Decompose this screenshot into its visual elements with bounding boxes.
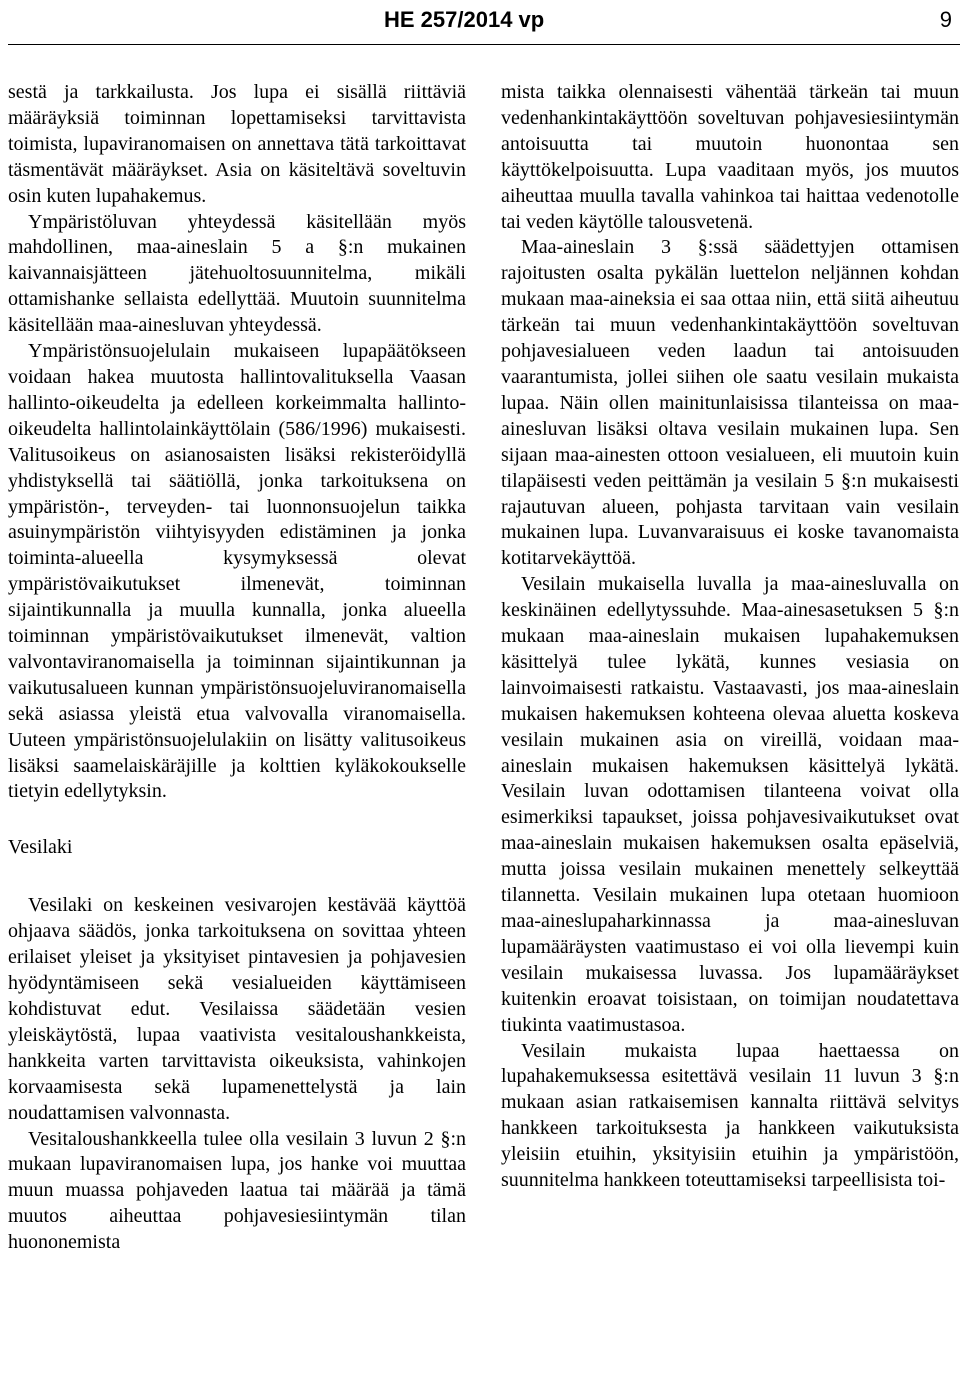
paragraph: Maa-aineslain 3 §:ssä säädettyjen ottamisen rajoitusten osalta pykälän luettelon neljännen kohdan mukaan maa-aineksia ei saa ottaa niin, että siitä aiheutuu tärkeän tai muun vedenhankintakäyttöön soveltuvan pohjavesialueen veden laadun tai antoisuuden vaarantumista, jollei siihen ole saatu vesilain mukaista lupaa. Näin ollen mainitunlaisissa tilanteissa on maa-ainesluvan lisäksi oltava vesilain mukainen lupa. Sen sijaan maa-ainesten ottoon vesialueen, eli muutoin kuin tilapäisesti veden peittämän ja vesilain 5 §:n mukaisesti rajautuvan alueen, pohjasta tarvitaan vain vesilain mukainen lupa. Luvanvaraisuus ei koske tavanomaista kotitarvekäyttöä. — [501, 236, 959, 570]
paragraph: Vesitaloushankkeella tulee olla vesilain 3 luvun 2 §:n mukaan lupaviranomaisen lupa, jos hanke voi muuttaa muun muassa pohjaveden laatua tai määrää ja tämä muutos aiheuttaa pohjavesiesiintymän tilan huononemista — [8, 1127, 466, 1254]
paragraph: Ympäristönsuojelulain mukaiseen lupapäätökseen voidaan hakea muutosta hallintovalituksella Vaasan hallinto-oikeudelta ja edelleen korkeimmalta hallinto-oikeudelta hallintolainkäyttölain (586/1996) mukaisesti. Valitusoikeus on asianosaisten lisäksi rekisteröidyllä yhdistyksellä tai säätiöllä, jonka tarkoituksena on ympäristön-, terveyden- tai luonnonsuojelun taikka asuinympäristön viihtyisyyden edistäminen ja jonka toiminta-alueella kysymyksessä olevat ympäristövaikutukset ilmenevät, toiminnan sijaintikunnalla ja muulla kunnalla, jonka alueella toiminnan ympäristövaikutukset ilmenevät, valtion valvontaviranomaisella ja toiminnan sijaintikunnan ja vaikutusalueen kunnan ympäristönsuojeluviranomaisella sekä asiassa yleistä etua valvovalla viranomaisella. Uuteen ympäristönsuojelulakiin on lisätty valitusoikeus lisäksi saamelaiskäräjille ja kolttien kyläkokoukselle tietyin edellytyksin. — [8, 340, 466, 803]
page-header — [0, 6, 960, 36]
paragraph: sestä ja tarkkailusta. Jos lupa ei sisällä riittäviä määräyksiä toiminnan lopettamiseksi tarvittavista toimista, lupaviranomaisen on annettava tätä tarkoittavat täsmentävät määräykset. Asia on käsiteltävä soveltuvin osin kuten lupahakemus. — [8, 81, 466, 207]
right-column — [501, 80, 959, 1386]
paragraph: Vesilaki on keskeinen vesivarojen kestävää käyttöä ohjaava säädös, jonka tarkoituksena on sovittaa yhteen erilaiset yleiset ja yksityiset pintavesien ja pohjavesien hyödyntämiseen sekä vesialueiden käyttämiseen kohdistuvat edut. Vesilaissa säädetään vesien yleiskäytöstä, lupaa vaativista vesitaloushankkeista, hankkeita varten tarvittavista oikeuksista, vahinkojen korvaamisesta sekä lupamenettelystä ja lain noudattamisen valvonnasta. — [8, 894, 466, 1124]
document-id: HE 257/2014 vp — [384, 7, 545, 32]
page-number: 9 — [939, 7, 952, 32]
section-heading: Vesilaki — [8, 836, 73, 859]
header-rule — [8, 44, 960, 45]
left-column — [8, 80, 466, 1386]
paragraph: Vesilain mukaisella luvalla ja maa-ainesluvalla on keskinäinen edellytyssuhde. Maa-ainesasetuksen 5 §:n mukaan maa-aineslain mukaisen lupahakemuksen käsittelyä tulee lykätä, kunnes vesiasia on lainvoimaisesti ratkaistu. Vastaavasti, jos maa-aineslain mukaisen hakemuksen kohteena olevaa aluetta koskeva vesilain mukainen asia on vireillä, voidaan maa-aineslain mukaisen hakemuksen käsittelyä lykätä. Vesilain luvan odottamisen tilanteena voivat olla esimerkiksi tapaukset, joissa pohjavesivaikutukset ovat maa-aineslain mukaisen hakemuksen osalta epäselviä, mutta joissa vesilain mukainen menettely selkeyttää tilannetta. Vesilain mukainen lupa otetaan huomioon maa-aineslupaharkinnassa ja maa-ainesluvan lupamääräysten vaatimustaso ei voi olla lievempi kuin vesilain mukaisessa luvassa. Jos lupamääräykset kuitenkin eroavat toisistaan, on toimijan noudatettava tiukinta vaatimustasoa. — [501, 573, 959, 1036]
paragraph: Ympäristöluvan yhteydessä käsitellään myös mahdollinen, maa-aineslain 5 a §:n mukainen kaivannaisjätteen jätehuoltosuunnitelma, mikäli ottamishanke sellaista edellyttää. Muutoin suunnitelma käsitellään maa-ainesluvan yhteydessä. — [8, 210, 466, 337]
paragraph: mista taikka olennaisesti vähentää tärkeän tai muun vedenhankintakäyttöön soveltuvan pohjavesiesiintymän antoisuutta tai muutoin huonontaa sen käyttökelpoisuutta. Lupa vaaditaan myös, jos muutos aiheuttaa muulla tavalla vahinkoa tai haittaa vedenotolle tai veden käytölle talousvetenä. — [501, 81, 959, 233]
paragraph: Vesilain mukaista lupaa haettaessa on lupahakemuksessa esitettävä vesilain 11 luvun 3 §:n mukaan asian ratkaisemisen kannalta riittävä selvitys hankkeen tarkoituksesta ja hankkeen vaikutuksista yleisiin etuihin, yksityisiin etuihin ja ympäristöön, suunnitelma hankkeen toteuttamiseksi tarpeellisista toi- — [501, 1039, 959, 1192]
